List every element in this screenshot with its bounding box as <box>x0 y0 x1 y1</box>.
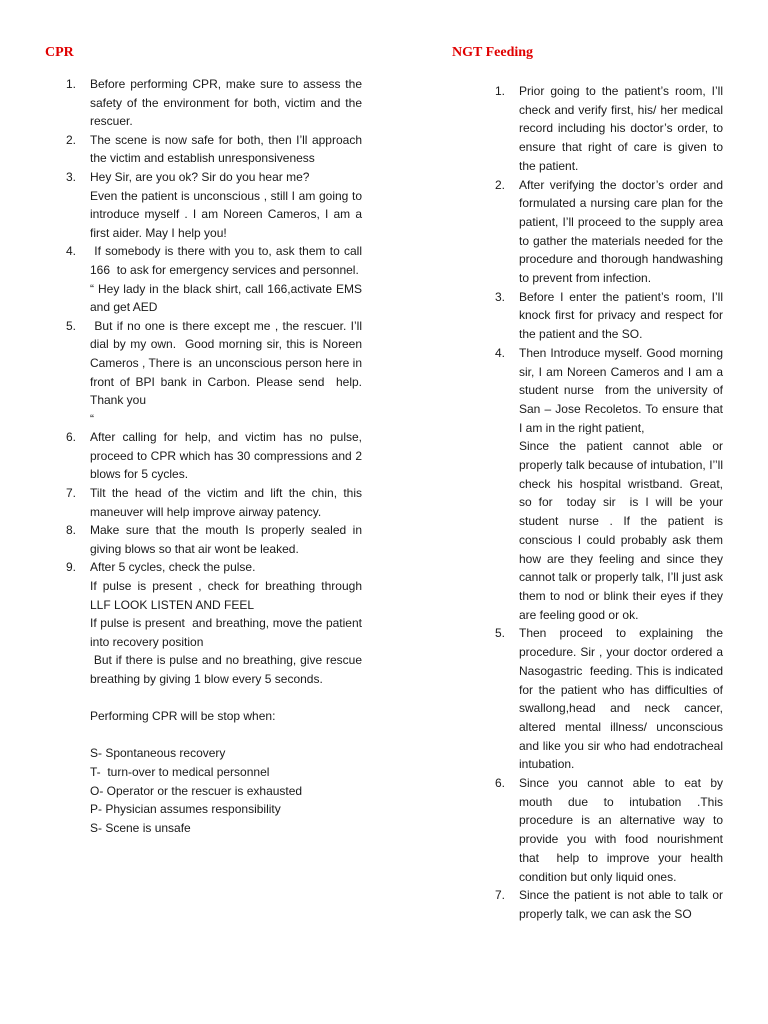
cpr-stop-intro: Performing CPR will be stop when: <box>90 709 276 724</box>
ngt-feeding-column <box>495 82 730 924</box>
step-number: 1. <box>66 77 77 91</box>
cpr-step <box>66 75 366 131</box>
step-text: If somebody is there with you to, ask them to call 166 to ask for emergency services and personnel. <box>90 244 366 277</box>
step-number: 6. <box>495 776 506 791</box>
step-number: 5. <box>495 626 506 641</box>
step-text: Before performing CPR, make sure to assess the safety of the environment for both, victim and the rescuer. <box>90 77 366 129</box>
step-text: Since you cannot able to eat by mouth due to intubation .This procedure is an alternative way to provide you with food nourishment that help to improve your health condition but only liquid ones. <box>519 776 727 884</box>
step-text: Prior going to the patient’s room, I’ll check and verify first, his/ her medical record including his doctor’s order, to ensure that right of care is given to the patient. <box>519 84 727 173</box>
step-text: “ Hey lady in the black shirt, call 166,activate EMS and get AED <box>90 281 369 315</box>
step-text: Make sure that the mouth Is properly sealed in giving blows so that air wont be leaked. <box>90 523 366 556</box>
ngt-step <box>495 886 727 923</box>
ngt-step <box>495 624 727 774</box>
step-number: 4. <box>495 345 506 360</box>
stop-criteria-item: O- Operator or the rescuer is exhausted <box>90 783 303 798</box>
step-text: Then Introduce myself. Good morning sir, I am Noreen Cameros and I am a student nurse from the university of San – Jose Recoletos. To ensure that I am in the right patient, <box>519 345 730 435</box>
step-text: Before I enter the patient’s room, I’ll knock first for privacy and respect for the patient and the SO. <box>519 289 727 342</box>
stop-criteria-item: T- turn-over to medical personnel <box>90 764 270 779</box>
step-number: 5. <box>66 318 77 333</box>
cpr-step <box>66 131 366 168</box>
stop-criteria-item: P- Physician assumes responsibility <box>90 802 281 817</box>
stop-criteria-item: S- Spontaneous recovery <box>90 746 226 761</box>
step-text: Hey Sir, are you ok? Sir do you hear me? <box>90 169 310 184</box>
ngt-feeding-heading: NGT Feeding <box>452 45 534 60</box>
cpr-step <box>66 428 366 484</box>
step-text: After 5 cycles, check the pulse. <box>90 560 256 575</box>
ngt-step <box>495 82 727 176</box>
cpr-step <box>66 242 369 316</box>
ngt-step <box>495 176 727 288</box>
step-text: Then proceed to explaining the procedure. Sir , your doctor ordered a Nasogastric feeding. This is indicated for the patient who has difficulties of swallong,head and neck cancer, altered mental illness/ unconscious and like you sir who had endotracheal intubation. <box>519 626 727 772</box>
step-number: 4. <box>66 244 77 259</box>
cpr-step <box>66 317 369 429</box>
cpr-steps-list <box>66 75 369 689</box>
step-number: 9. <box>66 560 77 575</box>
sotps-list <box>66 744 362 837</box>
cpr-column <box>66 75 369 837</box>
step-text: Even the patient is unconscious , still I am going to introduce myself . I am Noreen Cameros, I am a first aider. May I help you! <box>90 188 366 240</box>
ngt-step <box>495 288 727 344</box>
step-number: 7. <box>495 888 506 903</box>
cpr-heading: CPR <box>45 45 74 60</box>
step-number: 8. <box>66 523 77 538</box>
step-text: The scene is now safe for both, then I’ll approach the victim and establish unresponsiveness <box>90 132 366 166</box>
cpr-step <box>66 168 366 242</box>
step-text: After verifying the doctor’s order and formulated a nursing care plan for the patient, I’ll proceed to the supply area to gather the materials needed for the procedure and thorough handwashing to prevent from infection. <box>519 177 727 286</box>
step-text: Tilt the head of the victim and lift the chin, this maneuver will help improve airway patency. <box>90 486 366 519</box>
cpr-step <box>66 521 366 558</box>
ngt-steps-list <box>495 82 730 924</box>
cpr-step <box>66 484 366 521</box>
step-text: But if there is pulse and no breathing, give rescue breathing by giving 1 blow every 5 seconds. <box>90 653 366 686</box>
step-text: Since the patient is not able to talk or properly talk, we can ask the SO <box>519 888 727 921</box>
cpr-step <box>66 558 366 688</box>
step-text: If pulse is present and breathing, move the patient into recovery position <box>90 616 366 649</box>
step-number: 7. <box>66 486 77 501</box>
step-text: Since the patient cannot able or properly talk because of intubation, I’’ll check his hospital wristband. Great, so for today sir is I will be your student nurse . If the patient is conscious I could probably ask them how are they feeling and since they cannot talk or properly talk, I’ll just ask them to nod or blink their eyes if they are feeling good or ok. <box>519 439 727 622</box>
ngt-step <box>495 344 730 625</box>
step-number: 2. <box>495 177 506 192</box>
step-number: 2. <box>66 132 77 147</box>
step-text: But if no one is there except me , the rescuer. I’ll dial by my own. Good morning sir, this is Noreen Cameros , There is an unconscious person here in front of BPI bank in Carbon. Please send help. Thank you <box>90 318 369 408</box>
step-number: 3. <box>495 289 506 304</box>
step-number: 1. <box>495 84 506 98</box>
step-text: After calling for help, and victim has no pulse, proceed to CPR which has 30 compressions and 2 blows for 5 cycles. <box>90 430 366 482</box>
step-text: If pulse is present , check for breathing through LLF LOOK LISTEN AND FEEL <box>90 579 366 612</box>
step-number: 3. <box>66 169 77 184</box>
step-number: 6. <box>66 430 77 445</box>
step-text: “ <box>90 411 94 426</box>
ngt-step <box>495 774 727 886</box>
stop-criteria-item: S- Scene is unsafe <box>90 820 191 835</box>
